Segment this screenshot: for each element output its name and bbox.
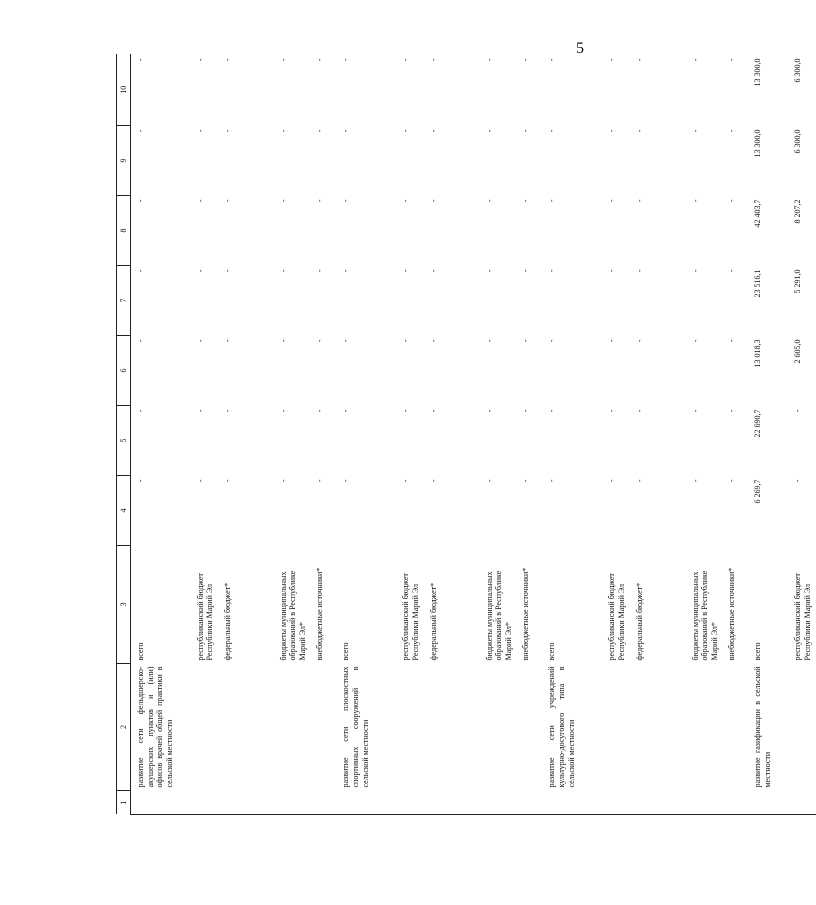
- col1-cell: [686, 791, 723, 815]
- value-cell: -: [278, 58, 288, 62]
- header-cell-3: 3: [117, 546, 131, 664]
- program-name: развитие сети фельдшерско-акушерских пунктов и (или) офисов врачей общей практики в сельской местности: [136, 666, 174, 788]
- value-cell: -: [341, 199, 351, 203]
- col1-cell: [131, 791, 191, 815]
- program-name-empty: [396, 664, 423, 791]
- table-row: [748, 55, 788, 815]
- col1-cell: [336, 791, 396, 815]
- value-cell: -: [401, 339, 411, 343]
- funding-source: всего: [136, 642, 145, 661]
- value-cell: -: [428, 58, 438, 62]
- value-cell: -: [547, 199, 557, 203]
- value-cell: -: [547, 339, 557, 343]
- value-cell: -: [401, 269, 411, 273]
- value-cell: -: [634, 129, 644, 133]
- value-cell: -: [690, 199, 700, 203]
- value-cell: -: [484, 129, 494, 133]
- col1-cell: [722, 791, 748, 815]
- value-cell: 13 300,0: [753, 58, 763, 87]
- value-cell: -: [607, 58, 617, 62]
- program-name-empty: [722, 664, 748, 791]
- value-cell: -: [547, 58, 557, 62]
- value-cell: -: [278, 479, 288, 483]
- program-name: развитие газификации в сельской местности: [753, 666, 772, 788]
- value-cell: -: [634, 269, 644, 273]
- value-cell: -: [727, 479, 737, 483]
- program-name-empty: [686, 664, 723, 791]
- col1-cell: [516, 791, 542, 815]
- value-cell: -: [521, 479, 531, 483]
- value-cell: -: [690, 58, 700, 62]
- col1-cell: [480, 791, 517, 815]
- value-cell: -: [136, 409, 145, 413]
- value-cell: -: [521, 199, 531, 203]
- value-cell: -: [607, 409, 617, 413]
- value-cell: 2 605,0: [793, 339, 803, 364]
- value-cell: -: [484, 58, 494, 62]
- funding-source: внебюджетные источники*: [521, 567, 531, 661]
- value-cell: -: [690, 269, 700, 273]
- funding-source: бюджеты муниципальных образований в Республике Марий Эл*: [484, 570, 513, 661]
- value-cell: 5 291,0: [793, 269, 803, 294]
- value-cell: -: [315, 199, 325, 203]
- page-number: 5: [576, 40, 584, 57]
- value-cell: -: [136, 58, 145, 62]
- header-cell-10: 10: [117, 55, 131, 126]
- funding-source: внебюджетные источники*: [315, 567, 325, 661]
- value-cell: -: [222, 479, 232, 483]
- value-cell: -: [136, 269, 145, 273]
- table-row: [516, 55, 542, 815]
- value-cell: 13 300,0: [753, 129, 763, 158]
- value-cell: -: [607, 269, 617, 273]
- value-cell: -: [195, 199, 205, 203]
- value-cell: -: [521, 58, 531, 62]
- value-cell: -: [690, 409, 700, 413]
- value-cell: -: [607, 479, 617, 483]
- col1-cell: [274, 791, 311, 815]
- table-row: [630, 55, 686, 815]
- value-cell: -: [136, 339, 145, 343]
- value-cell: 6 269,7: [753, 479, 763, 504]
- header-cell-1: 1: [117, 791, 131, 815]
- value-cell: -: [195, 58, 205, 62]
- funding-source: федеральный бюджет*: [428, 582, 438, 661]
- value-cell: 22 690,7: [753, 409, 763, 438]
- funding-source: всего: [753, 642, 763, 661]
- header-cell-2: 2: [117, 664, 131, 791]
- value-cell: -: [690, 479, 700, 483]
- value-cell: -: [401, 199, 411, 203]
- value-cell: -: [428, 409, 438, 413]
- value-cell: -: [484, 269, 494, 273]
- header-cell-5: 5: [117, 406, 131, 476]
- col1-cell: [218, 791, 274, 815]
- funding-source: внебюджетные источники*: [727, 567, 737, 661]
- header-cell-4: 4: [117, 476, 131, 546]
- value-cell: -: [401, 58, 411, 62]
- funding-source: бюджеты муниципальных образований в Республике Марий Эл*: [278, 570, 307, 661]
- value-cell: -: [341, 269, 351, 273]
- value-cell: -: [428, 129, 438, 133]
- table-row: [131, 55, 191, 815]
- table-row: [396, 55, 423, 815]
- value-cell: -: [727, 58, 737, 62]
- header-row: [117, 55, 131, 815]
- funding-source: бюджеты муниципальных образований в Республике Марий Эл*: [690, 570, 719, 661]
- value-cell: 23 516,1: [753, 269, 763, 298]
- value-cell: -: [484, 409, 494, 413]
- value-cell: -: [136, 199, 145, 203]
- table-row: [274, 55, 311, 815]
- value-cell: -: [341, 479, 351, 483]
- value-cell: -: [634, 199, 644, 203]
- value-cell: -: [401, 479, 411, 483]
- program-name-empty: [274, 664, 311, 791]
- value-cell: -: [341, 58, 351, 62]
- col1-cell: [310, 791, 336, 815]
- value-cell: -: [521, 269, 531, 273]
- program-name-empty: [516, 664, 542, 791]
- col1-cell: [748, 791, 788, 815]
- value-cell: -: [195, 129, 205, 133]
- value-cell: -: [195, 409, 205, 413]
- value-cell: -: [727, 269, 737, 273]
- value-cell: -: [793, 409, 803, 413]
- value-cell: -: [195, 269, 205, 273]
- value-cell: -: [793, 479, 803, 483]
- funding-source: федеральный бюджет*: [222, 582, 232, 661]
- value-cell: -: [547, 479, 557, 483]
- value-cell: 42 403,7: [753, 199, 763, 228]
- value-cell: -: [634, 479, 644, 483]
- funding-source: республиканский бюджет Республики Марий Эл: [195, 573, 215, 661]
- value-cell: -: [195, 339, 205, 343]
- value-cell: -: [428, 479, 438, 483]
- table-row: [218, 55, 274, 815]
- value-cell: 13 018,3: [753, 339, 763, 368]
- value-cell: -: [136, 479, 145, 483]
- table-row: [722, 55, 748, 815]
- value-cell: -: [222, 409, 232, 413]
- value-cell: -: [315, 269, 325, 273]
- value-cell: -: [222, 199, 232, 203]
- program-name-empty: [602, 664, 629, 791]
- value-cell: -: [195, 479, 205, 483]
- funding-source: всего: [547, 642, 557, 661]
- table-row: [191, 55, 218, 815]
- funding-table: [116, 55, 816, 816]
- funding-source: республиканский бюджет Республики Марий Эл: [793, 573, 812, 661]
- funding-source: всего: [341, 642, 351, 661]
- rotated-table-container: [116, 55, 812, 815]
- value-cell: -: [634, 58, 644, 62]
- table-row: [424, 55, 480, 815]
- value-cell: -: [727, 199, 737, 203]
- table-row: [788, 55, 815, 815]
- value-cell: -: [690, 129, 700, 133]
- value-cell: -: [484, 339, 494, 343]
- col1-cell: [542, 791, 602, 815]
- value-cell: -: [315, 58, 325, 62]
- col1-cell: [396, 791, 423, 815]
- funding-source: республиканский бюджет Республики Марий Эл: [607, 573, 627, 661]
- value-cell: 6 300,0: [793, 129, 803, 154]
- value-cell: -: [634, 409, 644, 413]
- col1-cell: [602, 791, 629, 815]
- value-cell: 8 207,2: [793, 199, 803, 224]
- value-cell: -: [278, 129, 288, 133]
- table-row: [686, 55, 723, 815]
- col1-cell: [630, 791, 686, 815]
- value-cell: -: [222, 269, 232, 273]
- value-cell: -: [278, 339, 288, 343]
- value-cell: -: [727, 129, 737, 133]
- value-cell: -: [315, 129, 325, 133]
- funding-source: республиканский бюджет Республики Марий Эл: [401, 573, 421, 661]
- program-name: развитие сети плоскостных спортивных сооружений в сельской местности: [341, 666, 370, 788]
- value-cell: -: [428, 199, 438, 203]
- table-row: [480, 55, 517, 815]
- program-name: развитие сети учреждений культурно-досугового типа в сельской местности: [547, 666, 576, 788]
- table-row: [542, 55, 602, 815]
- value-cell: -: [607, 129, 617, 133]
- value-cell: -: [341, 129, 351, 133]
- value-cell: -: [484, 479, 494, 483]
- value-cell: -: [521, 339, 531, 343]
- col1-cell: [788, 791, 815, 815]
- value-cell: -: [690, 339, 700, 343]
- value-cell: -: [607, 199, 617, 203]
- value-cell: -: [315, 479, 325, 483]
- value-cell: -: [136, 129, 145, 133]
- program-name-empty: [191, 664, 218, 791]
- funding-source: федеральный бюджет*: [634, 582, 644, 661]
- program-name-empty: [630, 664, 686, 791]
- value-cell: -: [428, 339, 438, 343]
- value-cell: -: [428, 269, 438, 273]
- value-cell: -: [401, 129, 411, 133]
- value-cell: -: [222, 129, 232, 133]
- value-cell: -: [315, 409, 325, 413]
- table-row: [310, 55, 336, 815]
- header-cell-6: 6: [117, 336, 131, 406]
- value-cell: -: [727, 339, 737, 343]
- value-cell: -: [727, 409, 737, 413]
- program-name-empty: [310, 664, 336, 791]
- value-cell: -: [278, 409, 288, 413]
- col1-cell: [424, 791, 480, 815]
- value-cell: -: [521, 409, 531, 413]
- table-row: [602, 55, 629, 815]
- value-cell: -: [341, 339, 351, 343]
- header-cell-8: 8: [117, 196, 131, 266]
- value-cell: -: [484, 199, 494, 203]
- value-cell: -: [278, 199, 288, 203]
- header-cell-7: 7: [117, 266, 131, 336]
- value-cell: -: [547, 409, 557, 413]
- value-cell: -: [521, 129, 531, 133]
- col1-cell: [191, 791, 218, 815]
- value-cell: -: [634, 339, 644, 343]
- value-cell: -: [222, 58, 232, 62]
- header-cell-9: 9: [117, 126, 131, 196]
- program-name-empty: [480, 664, 517, 791]
- value-cell: -: [547, 129, 557, 133]
- program-name-empty: [788, 664, 815, 791]
- value-cell: -: [607, 339, 617, 343]
- program-name-empty: [424, 664, 480, 791]
- value-cell: -: [341, 409, 351, 413]
- value-cell: -: [401, 409, 411, 413]
- value-cell: -: [547, 269, 557, 273]
- value-cell: 6 300,0: [793, 58, 803, 83]
- value-cell: -: [315, 339, 325, 343]
- value-cell: -: [278, 269, 288, 273]
- program-name-empty: [218, 664, 274, 791]
- table-row: [336, 55, 396, 815]
- value-cell: -: [222, 339, 232, 343]
